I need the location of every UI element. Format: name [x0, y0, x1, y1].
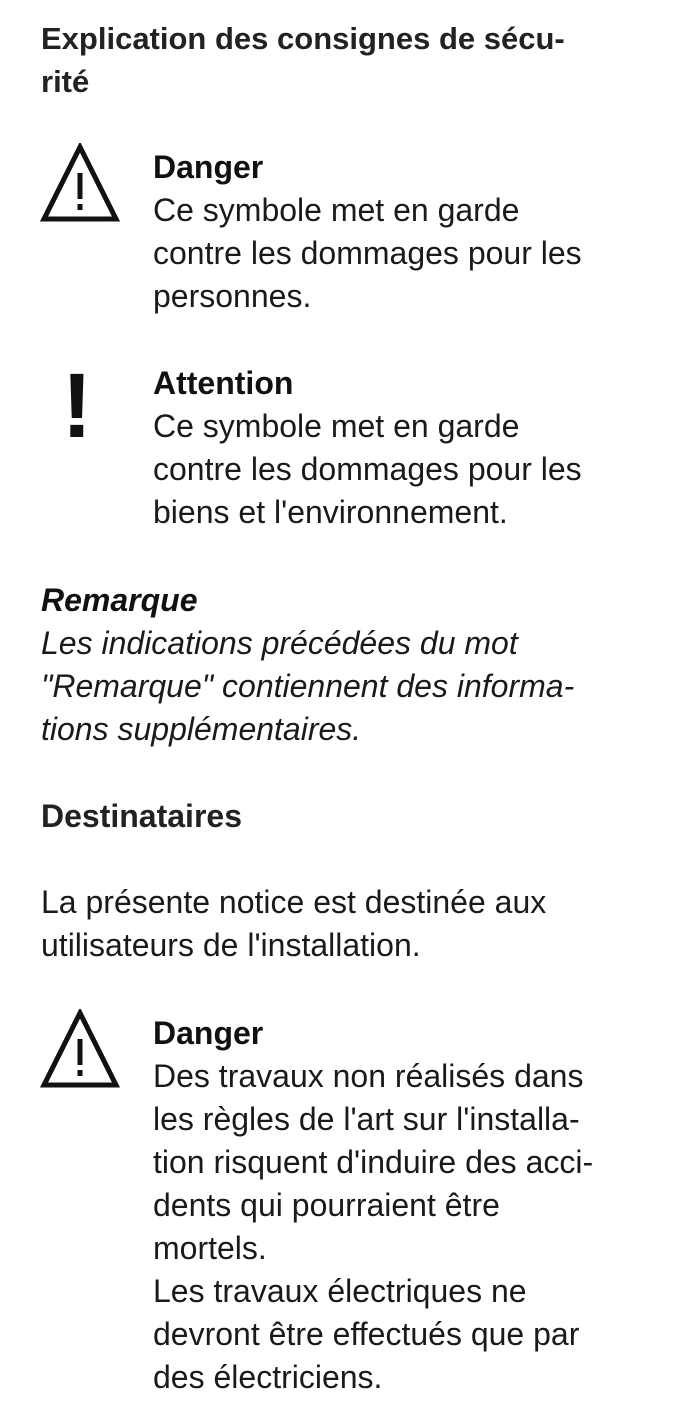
section-title-line-1: Explication des consignes de sécu- — [41, 21, 565, 56]
warning-triangle-icon — [40, 143, 120, 223]
section-title — [41, 17, 661, 103]
recipients-heading: Destinataires — [41, 798, 242, 834]
danger-text-line: Des travaux non réalisés dans — [153, 1058, 584, 1094]
attention-text-line: Ce symbole met en garde — [153, 408, 520, 444]
danger-text-line: des électriciens. — [153, 1359, 383, 1395]
danger-text-line: tion risquent d'induire des acci- — [153, 1144, 594, 1180]
recipients-text-line: La présente notice est destinée aux — [41, 884, 547, 920]
attention-notice — [153, 362, 663, 534]
danger-text-line: contre les dommages pour les — [153, 235, 582, 271]
remark-text-line: Les indications précédées du mot — [41, 625, 518, 661]
danger-label: Danger — [153, 1015, 264, 1051]
recipients-paragraph — [41, 881, 661, 967]
danger-label: Danger — [153, 149, 264, 185]
remark-block — [41, 579, 671, 751]
section-title-line-2: rité — [41, 64, 90, 99]
recipients-text-line: utilisateurs de l'installation. — [41, 927, 421, 963]
danger-text-line: les règles de l'art sur l'installa- — [153, 1101, 580, 1137]
remark-text-line: tions supplémentaires. — [41, 711, 362, 747]
danger-text-line: devront être effectués que par — [153, 1316, 580, 1352]
remark-label: Remarque — [41, 582, 198, 618]
danger-text-line: Ce symbole met en garde — [153, 192, 520, 228]
danger-text-line: personnes. — [153, 278, 312, 314]
danger-text-line: Les travaux électriques ne — [153, 1273, 527, 1309]
attention-text-line: contre les dommages pour les — [153, 451, 582, 487]
danger-text-line: dents qui pourraient être — [153, 1187, 500, 1223]
exclamation-icon: ! — [61, 355, 93, 457]
remark-text-line: "Remarque" contiennent des informa- — [41, 668, 575, 704]
warning-triangle-icon — [40, 1009, 120, 1089]
attention-text-line: biens et l'environnement. — [153, 494, 508, 530]
attention-label: Attention — [153, 365, 294, 401]
danger-notice-1 — [153, 146, 663, 318]
danger-notice-2 — [153, 1012, 663, 1399]
danger-text-line: mortels. — [153, 1230, 267, 1266]
